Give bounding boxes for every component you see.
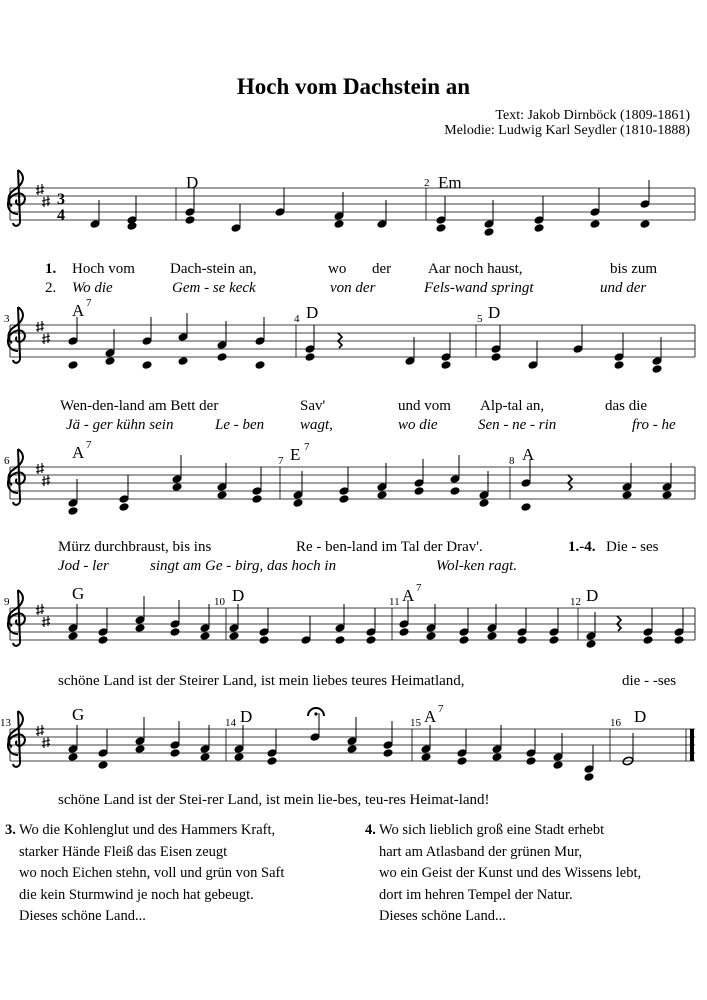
- svg-text:Jä - ger kühn sein: Jä - ger kühn sein: [66, 417, 174, 433]
- sharp-icon: [42, 475, 50, 486]
- svg-text:von der: von der: [330, 280, 376, 296]
- verse-line: Wo die Kohlenglut und des Hammers Kraft,: [19, 822, 276, 838]
- chord-extension: 7: [86, 439, 92, 451]
- measure-number: 4: [294, 313, 300, 325]
- verse-line: hart am Atlasband der grünen Mur,: [379, 843, 583, 860]
- treble-clef-icon: [8, 590, 25, 646]
- chord-symbol: D: [232, 586, 245, 605]
- chord-symbol: A: [522, 445, 535, 464]
- chord-extension: 7: [86, 297, 92, 309]
- svg-text:und vom: und vom: [398, 398, 451, 414]
- verse-line: wo noch Eichen stehn, voll und grün von Saft: [19, 865, 285, 881]
- svg-text:Wo die: Wo die: [72, 280, 113, 296]
- svg-text:Jod - ler: Jod - ler: [58, 558, 109, 574]
- svg-text:Wol-ken ragt.: Wol-ken ragt.: [436, 558, 518, 574]
- measure-number: 15: [410, 717, 421, 729]
- svg-text:Aar noch haust,: Aar noch haust,: [428, 261, 523, 277]
- verse-4-block: [365, 820, 642, 928]
- verse-line: wo ein Geist der Kunst und des Wissens lebt,: [379, 865, 642, 881]
- measure-number: 7: [278, 455, 284, 467]
- svg-text:fro - he: fro - he: [632, 417, 676, 433]
- measure-number: 5: [477, 313, 483, 325]
- text-credit: Text: Jakob Dirnböck (1809-1861): [495, 108, 690, 123]
- sharp-icon: [36, 321, 44, 332]
- quarter-rest-icon: [617, 616, 621, 631]
- svg-text:wo: wo: [328, 261, 347, 277]
- svg-text:der: der: [372, 261, 392, 277]
- chord-symbol: A: [424, 707, 437, 726]
- staff-system-5: [8, 708, 695, 781]
- svg-text:wagt,: wagt,: [300, 417, 333, 433]
- verse-1-lyrics: [58, 539, 659, 555]
- treble-clef-icon: [8, 307, 25, 363]
- chord-extension: 7: [438, 703, 444, 715]
- measure-number: 9: [4, 596, 10, 608]
- quarter-rest-icon: [568, 475, 572, 490]
- measure-number: 14: [225, 717, 236, 729]
- final-barline: [690, 729, 694, 761]
- svg-text:Wen-den-land am Bett der: Wen-den-land am Bett der: [60, 398, 219, 414]
- svg-text:die - -ses: die - -ses: [622, 673, 677, 689]
- svg-text:schöne Land ist der Stei-rer L: schöne Land ist der Stei-rer Land, ist mein lie-bes, teu-res Heimat-land!: [58, 792, 490, 808]
- verse-line: die kein Sturmwind je noch hat gebeugt.: [19, 886, 254, 903]
- chord-symbol: A: [402, 586, 415, 605]
- verse-line: Dieses schöne Land...: [379, 908, 506, 924]
- sharp-icon: [42, 737, 50, 748]
- svg-text:Dach-stein an,: Dach-stein an,: [170, 261, 257, 277]
- verse-2-lyrics: [66, 417, 676, 433]
- sharp-icon: [36, 725, 44, 736]
- verse-1-lyrics: [60, 398, 647, 414]
- verse-1-lyrics: [58, 673, 676, 689]
- measure-number: 8: [509, 455, 515, 467]
- staff-system-2: [8, 307, 695, 373]
- sharp-icon: [42, 333, 50, 344]
- measure-number: 3: [4, 313, 10, 325]
- svg-text:Le - ben: Le - ben: [215, 417, 265, 433]
- chord-symbol: Em: [438, 173, 462, 192]
- svg-text:Gem - se keck: Gem - se keck: [172, 280, 256, 296]
- chord-symbol: A: [72, 443, 85, 462]
- chord-symbol: G: [72, 705, 85, 724]
- chord-symbol: D: [488, 303, 501, 322]
- svg-text:Fels-wand springt: Fels-wand springt: [424, 280, 534, 296]
- melody-credit: Melodie: Ludwig Karl Seydler (1810-1888): [444, 123, 690, 138]
- verse-line: starker Hände Fleiß das Eisen zeugt: [19, 843, 228, 860]
- measure-number: 11: [389, 596, 400, 608]
- staff-system-3: [8, 449, 695, 515]
- verse-number: 4.: [365, 822, 376, 838]
- sharp-icon: [42, 616, 50, 627]
- svg-text:Re - ben-land im Tal der Drav': Re - ben-land im Tal der Drav'.: [296, 539, 483, 555]
- sharp-icon: [36, 184, 44, 195]
- svg-text:das die: das die: [605, 398, 648, 414]
- measure-number: 12: [570, 596, 581, 608]
- treble-clef-icon: [8, 170, 25, 226]
- verse-2-lyrics: [45, 280, 646, 296]
- time-sig-top: 3: [57, 191, 65, 208]
- chord-symbol: G: [72, 584, 85, 603]
- chord-symbol: D: [634, 707, 647, 726]
- verse-line: Dieses schöne Land...: [19, 908, 146, 924]
- song-title: Hoch vom Dachstein an: [236, 74, 471, 99]
- sharp-icon: [36, 463, 44, 474]
- svg-text:1.-4.: 1.-4.: [568, 539, 596, 555]
- verse-3-block: [5, 820, 285, 928]
- sharp-icon: [42, 196, 50, 207]
- measure-number: 10: [214, 596, 225, 608]
- measure-number: 6: [4, 455, 10, 467]
- svg-text:Sen - ne - rin: Sen - ne - rin: [478, 417, 557, 433]
- verse-line: Wo sich lieblich groß eine Stadt erhebt: [379, 822, 605, 838]
- chord-symbol: D: [306, 303, 319, 322]
- chord-extension: 7: [416, 582, 422, 594]
- staff-system-1: [8, 170, 695, 236]
- verse-2-lyrics: [58, 558, 517, 574]
- svg-text:Mürz durchbraust, bis ins: Mürz durchbraust, bis ins: [58, 539, 212, 555]
- treble-clef-icon: [8, 449, 25, 505]
- verse-1-lyrics: [45, 261, 657, 277]
- svg-text:und der: und der: [600, 280, 647, 296]
- svg-text:schöne Land ist der Steirer La: schöne Land ist der Steirer Land, ist mein liebes teures Heimatland,: [58, 673, 465, 689]
- chord-symbol: D: [240, 707, 253, 726]
- chord-extension: 7: [304, 441, 310, 453]
- svg-text:Sav': Sav': [300, 398, 326, 414]
- svg-text:2.: 2.: [45, 280, 57, 296]
- chord-symbol: E: [290, 445, 301, 464]
- svg-text:Hoch vom: Hoch vom: [72, 261, 135, 277]
- verse-line: dort im hehren Tempel der Natur.: [379, 886, 573, 903]
- sharp-icon: [36, 604, 44, 615]
- time-sig-bottom: 4: [57, 207, 65, 224]
- svg-text:wo die: wo die: [398, 417, 438, 433]
- svg-text:1.: 1.: [45, 261, 57, 277]
- measure-number: 16: [610, 717, 621, 729]
- chord-symbol: D: [586, 586, 599, 605]
- svg-text:Alp-tal an,: Alp-tal an,: [480, 398, 545, 414]
- chord-symbol: D: [186, 173, 199, 192]
- measure-number: 13: [0, 717, 11, 729]
- chord-symbol: A: [72, 301, 85, 320]
- measure-number: 2: [424, 177, 430, 189]
- svg-text:singt am Ge - birg, das hoch i: singt am Ge - birg, das hoch in: [150, 558, 337, 574]
- quarter-rest-icon: [338, 333, 342, 348]
- svg-text:bis zum: bis zum: [610, 261, 658, 277]
- svg-text:Die - ses: Die - ses: [606, 539, 659, 555]
- verse-1-lyrics: [58, 792, 490, 808]
- verse-number: 3.: [5, 822, 16, 838]
